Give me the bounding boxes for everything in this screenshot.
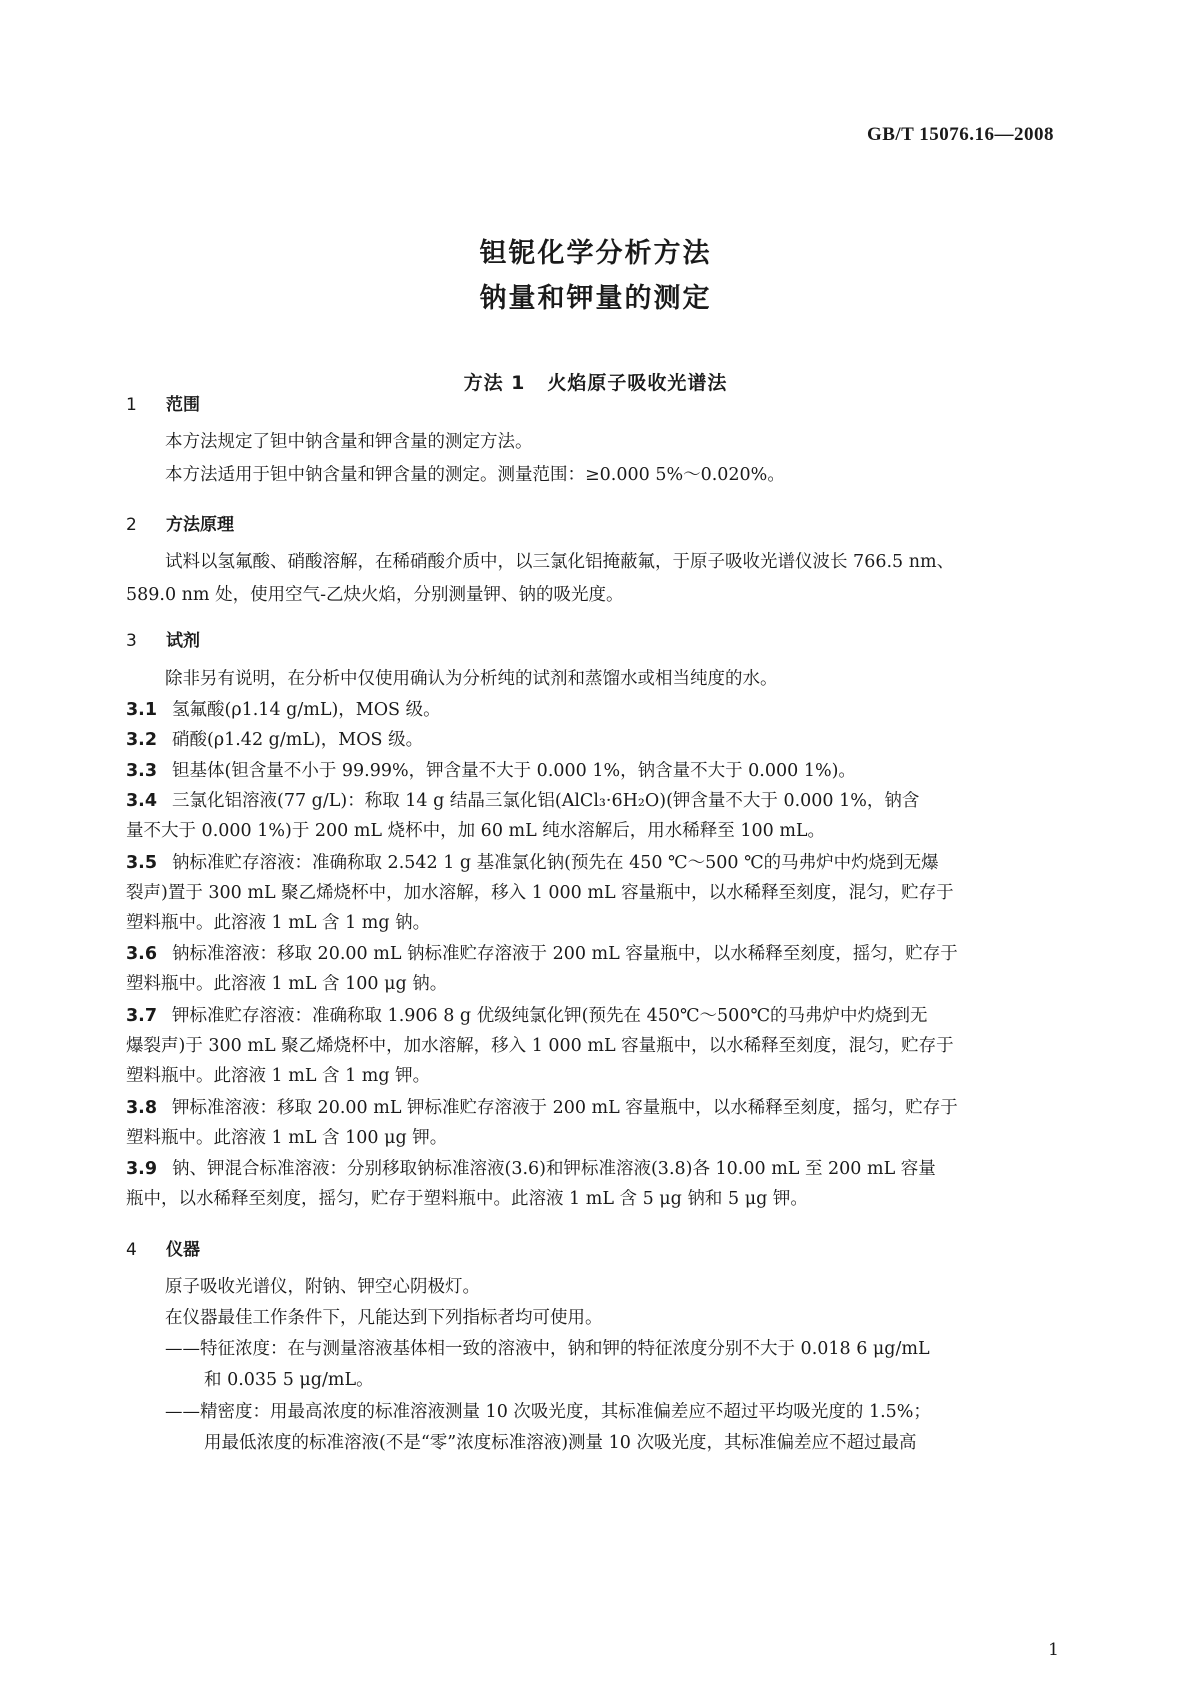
- dash-list-item: ——特征浓度：在与测量溶液基体相一致的溶液中，钠和钾的特征浓度分别不大于 0.018 6 μg/mL: [165, 1339, 930, 1359]
- section-title: 方法原理: [166, 515, 234, 535]
- item-number: 3.3: [126, 761, 158, 781]
- list-item-continuation: 塑料瓶中。此溶液 1 mL 含 1 mg 钠。: [126, 913, 431, 933]
- dash-list-item-continuation: 和 0.035 5 μg/mL。: [204, 1370, 374, 1390]
- method-name: 火焰原子吸收光谱法: [547, 372, 728, 394]
- section-heading-reagents: [126, 626, 200, 651]
- list-item-continuation: 量不大于 0.000 1%)于 200 mL 烧杯中，加 60 mL 纯水溶解后，用水稀释至 100 mL。: [126, 821, 826, 841]
- section-heading-scope: [126, 390, 200, 415]
- dash-list-item: ——精密度：用最高浓度的标准溶液测量 10 次吸光度，其标准偏差应不超过平均吸光度的 1.5%；: [165, 1402, 931, 1422]
- list-item: 3.7 钾标准贮存溶液：准确称取 1.906 8 g 优级纯氯化钾(预先在 450℃～500℃的马弗炉中灼烧到无: [126, 1000, 928, 1032]
- method-label: 方法 1: [463, 372, 526, 394]
- item-number: 3.8: [126, 1098, 158, 1118]
- list-item: 3.8 钾标准溶液：移取 20.00 mL 钾标准贮存溶液于 200 mL 容量瓶中，以水稀释至刻度，摇匀，贮存于: [126, 1092, 958, 1124]
- section-heading-apparatus: [126, 1235, 200, 1260]
- list-item-continuation: 爆裂声)于 300 mL 聚乙烯烧杯中，加水溶解，移入 1 000 mL 容量瓶中，以水稀释至刻度，混匀，贮存于: [126, 1036, 954, 1056]
- item-number: 3.5: [126, 853, 158, 873]
- list-item: 3.6 钠标准溶液：移取 20.00 mL 钠标准贮存溶液于 200 mL 容量瓶中，以水稀释至刻度，摇匀，贮存于: [126, 938, 958, 970]
- paragraph-line: 试料以氢氟酸、硝酸溶解，在稀硝酸介质中，以三氯化铝掩蔽氟，于原子吸收光谱仪波长 766.5 nm、: [165, 552, 955, 572]
- list-item-continuation: 塑料瓶中。此溶液 1 mL 含 1 mg 钾。: [126, 1066, 431, 1086]
- dash-list-item-continuation: 用最低浓度的标准溶液(不是“零”浓度标准溶液)测量 10 次吸光度，其标准偏差应不超过最高: [204, 1433, 917, 1453]
- paragraph: 在仪器最佳工作条件下，凡能达到下列指标者均可使用。: [165, 1308, 603, 1328]
- section-number: 3: [126, 631, 137, 651]
- paragraph: 除非另有说明，在分析中仅使用确认为分析纯的试剂和蒸馏水或相当纯度的水。: [165, 669, 778, 689]
- section-heading-principle: [126, 510, 234, 535]
- paragraph: 本方法规定了钽中钠含量和钾含量的测定方法。: [165, 432, 533, 452]
- paragraph-line: 589.0 nm 处，使用空气-乙炔火焰，分别测量钾、钠的吸光度。: [126, 585, 624, 605]
- item-number: 3.2: [126, 730, 158, 750]
- page-number: 1: [1048, 1640, 1059, 1660]
- item-number: 3.6: [126, 944, 158, 964]
- section-title: 试剂: [166, 631, 200, 651]
- item-number: 3.4: [126, 791, 158, 811]
- item-number: 3.9: [126, 1159, 158, 1179]
- paragraph: 本方法适用于钽中钠含量和钾含量的测定。测量范围：≥0.000 5%～0.020%。: [165, 465, 785, 485]
- document-title-line2: 钠量和钾量的测定: [479, 283, 712, 314]
- list-item: 3.1 氢氟酸(ρ1.14 g/mL)，MOS 级。: [126, 694, 441, 726]
- list-item-continuation: 裂声)置于 300 mL 聚乙烯烧杯中，加水溶解，移入 1 000 mL 容量瓶中，以水稀释至刻度，混匀，贮存于: [126, 883, 954, 903]
- item-number: 3.7: [126, 1006, 158, 1026]
- section-number: 1: [126, 395, 137, 415]
- document-title-line1: 钽铌化学分析方法: [479, 238, 712, 269]
- list-item: 3.2 硝酸(ρ1.42 g/mL)，MOS 级。: [126, 724, 423, 756]
- list-item-continuation: 塑料瓶中。此溶液 1 mL 含 100 μg 钾。: [126, 1128, 448, 1148]
- paragraph: 原子吸收光谱仪，附钠、钾空心阴极灯。: [165, 1277, 480, 1297]
- section-title: 仪器: [166, 1240, 200, 1260]
- list-item: 3.5 钠标准贮存溶液：准确称取 2.542 1 g 基准氯化钠(预先在 450 ℃～500 ℃的马弗炉中灼烧到无爆: [126, 847, 939, 879]
- list-item: 3.4 三氯化铝溶液(77 g/L)：称取 14 g 结晶三氯化铝(AlCl₃·6H₂O)(钾含量不大于 0.000 1%，钠含: [126, 785, 919, 817]
- list-item-continuation: 瓶中，以水稀释至刻度，摇匀，贮存于塑料瓶中。此溶液 1 mL 含 5 μg 钠和 5 μg 钾。: [126, 1189, 808, 1209]
- section-title: 范围: [166, 395, 200, 415]
- standard-code: GB/T 15076.16—2008: [866, 124, 1054, 145]
- section-number: 2: [126, 515, 137, 535]
- list-item: 3.9 钠、钾混合标准溶液：分别移取钠标准溶液(3.6)和钾标准溶液(3.8)各 10.00 mL 至 200 mL 容量: [126, 1153, 936, 1185]
- list-item-continuation: 塑料瓶中。此溶液 1 mL 含 100 μg 钠。: [126, 974, 448, 994]
- list-item: 3.3 钽基体(钽含量不小于 99.99%，钾含量不大于 0.000 1%，钠含量不大于 0.000 1%)。: [126, 755, 856, 787]
- item-number: 3.1: [126, 700, 158, 720]
- section-number: 4: [126, 1240, 137, 1260]
